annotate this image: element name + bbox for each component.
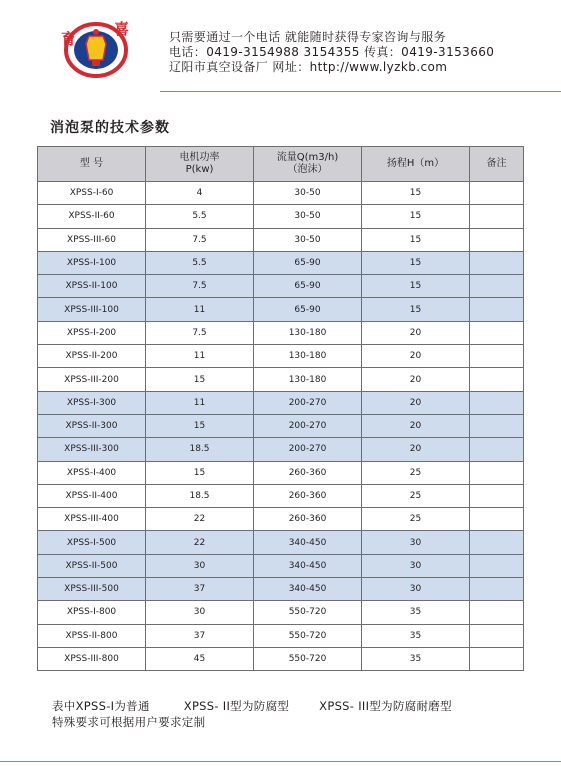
cell-head: 20 bbox=[362, 391, 470, 414]
cell-power: 18.5 bbox=[146, 438, 254, 461]
table-row bbox=[38, 601, 524, 624]
cell-head: 20 bbox=[362, 345, 470, 368]
cell-flow: 30-50 bbox=[254, 228, 362, 251]
note-type-wear-resistant: XPSS- III型为防腐耐磨型 bbox=[319, 699, 452, 713]
cell-head: 15 bbox=[362, 182, 470, 205]
table-row bbox=[38, 391, 524, 414]
cell-head: 30 bbox=[362, 554, 470, 577]
cell-note bbox=[470, 345, 524, 368]
company-logo bbox=[56, 14, 136, 80]
cell-head: 20 bbox=[362, 438, 470, 461]
cell-note bbox=[470, 414, 524, 437]
table-row bbox=[38, 298, 524, 321]
cell-note bbox=[470, 391, 524, 414]
table-row bbox=[38, 484, 524, 507]
cell-model: XPSS-I-300 bbox=[38, 391, 146, 414]
cell-model: XPSS-I-60 bbox=[38, 182, 146, 205]
cell-head: 20 bbox=[362, 368, 470, 391]
cell-flow: 200-270 bbox=[254, 438, 362, 461]
cell-model: XPSS-I-100 bbox=[38, 251, 146, 274]
cell-note bbox=[470, 531, 524, 554]
cell-head: 15 bbox=[362, 228, 470, 251]
cell-power: 7.5 bbox=[146, 228, 254, 251]
table-row bbox=[38, 461, 524, 484]
cell-head: 20 bbox=[362, 321, 470, 344]
table-row bbox=[38, 205, 524, 228]
table-row bbox=[38, 345, 524, 368]
cell-note bbox=[470, 438, 524, 461]
table-row bbox=[38, 368, 524, 391]
cell-model: XPSS-III-200 bbox=[38, 368, 146, 391]
footer-notes bbox=[52, 698, 452, 730]
cell-note bbox=[470, 578, 524, 601]
spec-table-body bbox=[38, 182, 524, 671]
logo-char-left: 育 bbox=[61, 30, 77, 48]
cell-model: XPSS-II-100 bbox=[38, 275, 146, 298]
cell-power: 37 bbox=[146, 578, 254, 601]
cell-note bbox=[470, 205, 524, 228]
cell-flow: 65-90 bbox=[254, 275, 362, 298]
table-header-row bbox=[38, 147, 524, 182]
page-title: 消泡泵的技术参数 bbox=[50, 120, 170, 136]
notes-line-2: 特殊要求可根据用户要求定制 bbox=[52, 715, 206, 729]
cell-model: XPSS-II-400 bbox=[38, 484, 146, 507]
cell-head: 15 bbox=[362, 251, 470, 274]
table-row bbox=[38, 624, 524, 647]
cell-model: XPSS-I-400 bbox=[38, 461, 146, 484]
cell-flow: 550-720 bbox=[254, 601, 362, 624]
cell-note bbox=[470, 298, 524, 321]
cell-power: 15 bbox=[146, 414, 254, 437]
spec-table bbox=[37, 146, 524, 671]
cell-power: 15 bbox=[146, 368, 254, 391]
company-website-line: 辽阳市真空设备厂 网址：http://www.lyzkb.com bbox=[169, 60, 448, 74]
cell-power: 7.5 bbox=[146, 275, 254, 298]
cell-power: 5.5 bbox=[146, 251, 254, 274]
cell-note bbox=[470, 461, 524, 484]
cell-head: 30 bbox=[362, 531, 470, 554]
table-row bbox=[38, 182, 524, 205]
cell-note bbox=[470, 368, 524, 391]
cell-model: XPSS-III-300 bbox=[38, 438, 146, 461]
cell-note bbox=[470, 484, 524, 507]
cell-note bbox=[470, 647, 524, 670]
header-power: 电机功率 P(kw) bbox=[146, 147, 254, 182]
header-model: 型 号 bbox=[38, 147, 146, 182]
cell-model: XPSS-III-60 bbox=[38, 228, 146, 251]
cell-note bbox=[470, 182, 524, 205]
page-header bbox=[0, 0, 561, 92]
cell-note bbox=[470, 321, 524, 344]
cell-head: 35 bbox=[362, 601, 470, 624]
cell-head: 25 bbox=[362, 484, 470, 507]
cell-model: XPSS-I-500 bbox=[38, 531, 146, 554]
cell-flow: 340-450 bbox=[254, 531, 362, 554]
cell-model: XPSS-III-400 bbox=[38, 508, 146, 531]
cell-power: 15 bbox=[146, 461, 254, 484]
cell-power: 30 bbox=[146, 601, 254, 624]
cell-model: XPSS-II-500 bbox=[38, 554, 146, 577]
header-head: 扬程H（m） bbox=[362, 147, 470, 182]
cell-model: XPSS-II-800 bbox=[38, 624, 146, 647]
cell-flow: 550-720 bbox=[254, 647, 362, 670]
logo-emblem-icon bbox=[56, 14, 136, 80]
cell-power: 4 bbox=[146, 182, 254, 205]
cell-head: 25 bbox=[362, 508, 470, 531]
cell-note bbox=[470, 601, 524, 624]
cell-note bbox=[470, 554, 524, 577]
cell-flow: 550-720 bbox=[254, 624, 362, 647]
cell-note bbox=[470, 275, 524, 298]
cell-note bbox=[470, 508, 524, 531]
cell-flow: 260-360 bbox=[254, 461, 362, 484]
cell-model: XPSS-I-200 bbox=[38, 321, 146, 344]
cell-flow: 65-90 bbox=[254, 298, 362, 321]
table-row bbox=[38, 438, 524, 461]
cell-flow: 65-90 bbox=[254, 251, 362, 274]
cell-flow: 260-360 bbox=[254, 484, 362, 507]
header-divider bbox=[160, 91, 561, 92]
table-row bbox=[38, 228, 524, 251]
cell-model: XPSS-III-100 bbox=[38, 298, 146, 321]
table-row bbox=[38, 531, 524, 554]
cell-head: 15 bbox=[362, 275, 470, 298]
cell-flow: 30-50 bbox=[254, 205, 362, 228]
cell-power: 7.5 bbox=[146, 321, 254, 344]
table-row bbox=[38, 578, 524, 601]
table-row bbox=[38, 554, 524, 577]
table-row bbox=[38, 275, 524, 298]
cell-flow: 130-180 bbox=[254, 345, 362, 368]
cell-power: 22 bbox=[146, 531, 254, 554]
cell-power: 18.5 bbox=[146, 484, 254, 507]
note-type-anticorrosion: XPSS- II型为防腐型 bbox=[183, 699, 290, 713]
cell-head: 20 bbox=[362, 414, 470, 437]
footer-divider bbox=[0, 761, 561, 762]
cell-flow: 130-180 bbox=[254, 321, 362, 344]
cell-model: XPSS-II-200 bbox=[38, 345, 146, 368]
slogan: 只需要通过一个电话 就能随时获得专家咨询与服务 bbox=[169, 30, 447, 44]
table-row bbox=[38, 414, 524, 437]
table-row bbox=[38, 321, 524, 344]
cell-head: 30 bbox=[362, 578, 470, 601]
cell-model: XPSS-II-60 bbox=[38, 205, 146, 228]
cell-power: 11 bbox=[146, 391, 254, 414]
cell-head: 35 bbox=[362, 647, 470, 670]
cell-power: 37 bbox=[146, 624, 254, 647]
cell-note bbox=[470, 228, 524, 251]
cell-power: 11 bbox=[146, 298, 254, 321]
cell-power: 11 bbox=[146, 345, 254, 368]
cell-power: 5.5 bbox=[146, 205, 254, 228]
cell-flow: 30-50 bbox=[254, 182, 362, 205]
cell-flow: 340-450 bbox=[254, 578, 362, 601]
cell-flow: 260-360 bbox=[254, 508, 362, 531]
cell-head: 25 bbox=[362, 461, 470, 484]
cell-flow: 200-270 bbox=[254, 414, 362, 437]
cell-model: XPSS-III-800 bbox=[38, 647, 146, 670]
table-row bbox=[38, 647, 524, 670]
cell-flow: 340-450 bbox=[254, 554, 362, 577]
cell-head: 15 bbox=[362, 298, 470, 321]
cell-model: XPSS-I-800 bbox=[38, 601, 146, 624]
phone-fax-line: 电话：0419-3154988 3154355 传真：0419-3153660 bbox=[169, 45, 495, 59]
cell-flow: 130-180 bbox=[254, 368, 362, 391]
cell-power: 45 bbox=[146, 647, 254, 670]
header-note: 备注 bbox=[470, 147, 524, 182]
contact-info bbox=[169, 30, 494, 75]
cell-flow: 200-270 bbox=[254, 391, 362, 414]
header-flow: 流量Q(m3/h) （泡沫） bbox=[254, 147, 362, 182]
cell-head: 15 bbox=[362, 205, 470, 228]
logo-char-right: 喜 bbox=[114, 20, 130, 38]
cell-model: XPSS-II-300 bbox=[38, 414, 146, 437]
cell-note bbox=[470, 624, 524, 647]
cell-head: 35 bbox=[362, 624, 470, 647]
table-row bbox=[38, 251, 524, 274]
cell-power: 22 bbox=[146, 508, 254, 531]
notes-line-1 bbox=[52, 698, 452, 714]
cell-model: XPSS-III-500 bbox=[38, 578, 146, 601]
cell-power: 30 bbox=[146, 554, 254, 577]
table-row bbox=[38, 508, 524, 531]
note-type-normal: 表中XPSS-I为普通 bbox=[52, 699, 150, 713]
cell-note bbox=[470, 251, 524, 274]
